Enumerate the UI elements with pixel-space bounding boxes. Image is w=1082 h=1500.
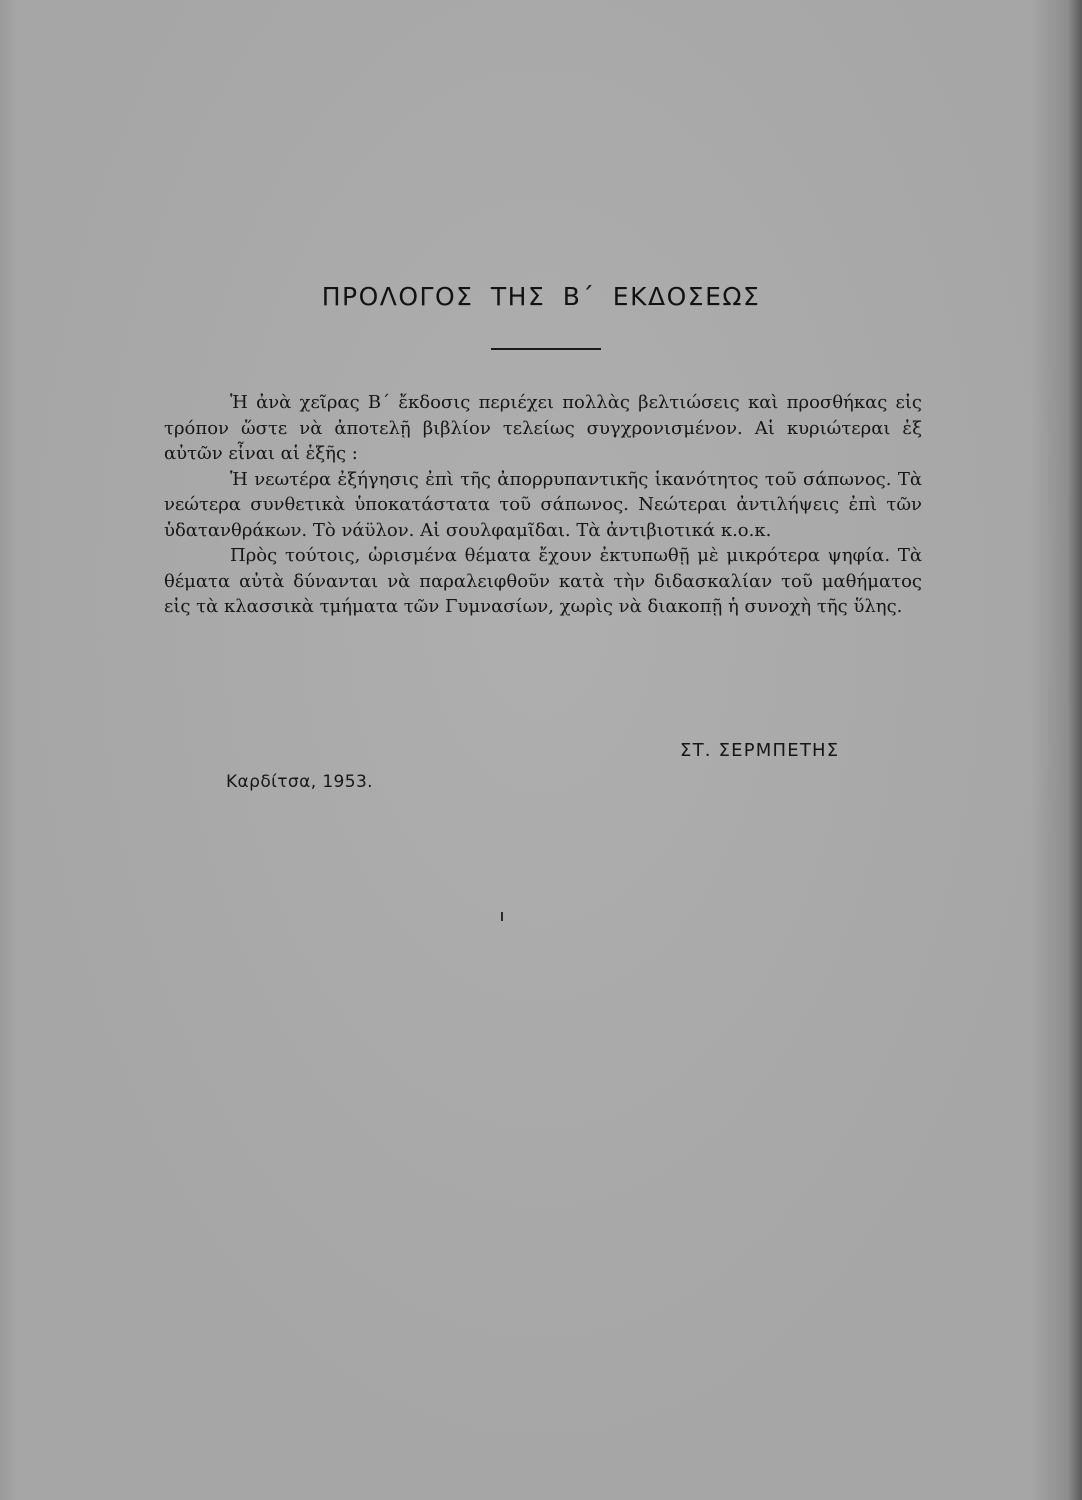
paragraph-improvements: Ἡ ἀνὰ χεῖρας Β΄ ἔκδοσις περιέχει πολλὰς βελτιώσεις καὶ προσθήκας εἰς τρόπον ὥστε νὰ ἀποτελῇ βιβλίον τελείως συγχρονισμένον. Αἱ κυριώτεραι ἐξ αὐτῶν εἶναι αἱ ἑξῆς : bbox=[164, 392, 922, 464]
print-speck bbox=[501, 912, 503, 921]
preface-body bbox=[164, 390, 922, 620]
paragraph-small-print: Πρὸς τούτοις, ὡρισμένα θέματα ἔχουν ἐκτυπωθῇ μὲ μικρότερα ψηφία. Τὰ θέματα αὐτὰ δύνανται νὰ παραλειφθοῦν κατὰ τὴν διδασκαλίαν τοῦ μαθήματος εἰς τὰ κλασσικὰ τμήματα τῶν Γυμνασίων, χωρὶς νὰ διακοπῇ ἡ συνοχὴ τῆς ὕλης. bbox=[164, 545, 922, 617]
place-and-date: Καρδίτσα, 1953. bbox=[226, 772, 373, 792]
preface-title: ΠΡΟΛΟΓΟΣ ΤΗΣ Β΄ ΕΚΔΟΣΕΩΣ bbox=[321, 282, 761, 311]
author-signature: ΣΤ. ΣΕΡΜΠΕΤΗΣ bbox=[680, 740, 840, 761]
paragraph-new-topics: Ἡ νεωτέρα ἐξήγησις ἐπὶ τῆς ἀπορρυπαντικῆς ἱκανότητος τοῦ σάπωνος. Τὰ νεώτερα συνθετικὰ ὑποκατάστατα τοῦ σάπωνος. Νεώτεραι ἀντιλήψεις ἐπὶ τῶν ὑδατανθράκων. Τὸ νάϋλον. Αἱ σουλφαμῖδαι. Τὰ ἀντιβιοτικά κ.ο.κ. bbox=[164, 468, 922, 541]
page-edge-shadow bbox=[1068, 0, 1082, 1500]
title-underline bbox=[491, 348, 601, 350]
